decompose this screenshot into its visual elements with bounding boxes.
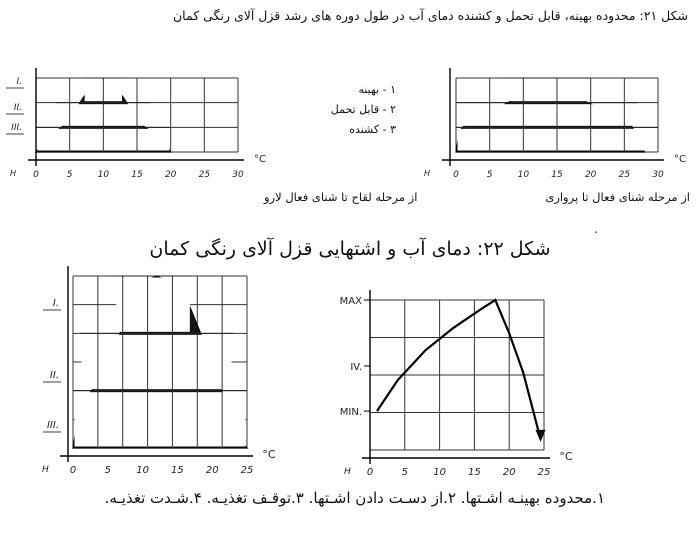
- y-tick-label: II.: [13, 103, 22, 113]
- chart-fig22-left: [0, 262, 300, 492]
- y-tick-label: III.: [11, 123, 22, 133]
- x-tick-label: 15: [131, 170, 143, 180]
- x-tick-label: 25: [618, 170, 631, 180]
- stray-mark: .: [594, 222, 598, 236]
- x-tick-label: 15: [468, 467, 481, 478]
- x-tick-label: 5: [486, 170, 493, 180]
- x-tick-label: 25: [537, 467, 551, 478]
- x-tick-label: 30: [652, 170, 664, 180]
- x-tick-label: 5: [66, 170, 73, 180]
- tolerable-band: [458, 104, 637, 126]
- x-unit-label: °C: [674, 154, 686, 165]
- caption-right-panel: از مرحله شنای فعال تا پرواری: [545, 190, 690, 204]
- y-tick-label: MAX: [339, 296, 362, 307]
- y-tick-label: I.: [52, 298, 59, 309]
- corner-label: H: [344, 467, 351, 477]
- x-tick-label: 15: [171, 465, 184, 476]
- y-tick-label: III.: [46, 420, 59, 431]
- x-tick-label: 10: [517, 170, 530, 180]
- legend-item-tolerable: ۲ - قابل تحمل: [330, 103, 396, 116]
- figure-22-title: شکل ۲۲: دمای آب و اشتهایی قزل آلای رنگی کمان: [149, 238, 551, 260]
- corner-label: H: [42, 465, 49, 475]
- optimum-band: [116, 278, 190, 332]
- corner-label: H: [424, 169, 431, 178]
- appetite-curve: [377, 300, 541, 439]
- legend: [312, 80, 396, 140]
- y-tick-label: MIN.: [339, 407, 362, 419]
- x-tick-label: 20: [502, 467, 516, 478]
- x-tick-label: 30: [232, 170, 244, 180]
- tolerable-band: [81, 335, 231, 389]
- corner-label: H: [10, 169, 17, 178]
- x-unit-label: °C: [559, 450, 573, 463]
- x-tick-label: 10: [97, 170, 110, 180]
- chart-fig22-right: [300, 262, 600, 492]
- x-tick-label: 10: [136, 465, 149, 476]
- x-tick-label: 20: [164, 170, 177, 180]
- figure-22-footnote: ۱.محدوده بهینـه اشـتها. ۲.از دسـت دادن اشـتها. ۳.توقـف تغذیـه. ۴.شـدت تغذیـه.: [104, 489, 605, 507]
- x-tick-label: 20: [584, 170, 597, 180]
- y-tick-label: IV.: [350, 362, 362, 373]
- caption-left-panel: از مرحله لقاح تا شنای فعال لارو: [264, 190, 418, 204]
- x-unit-label: °C: [262, 448, 276, 461]
- x-tick-label: 10: [433, 467, 446, 478]
- y-tick-label: I.: [16, 77, 22, 87]
- x-tick-label: 0: [69, 465, 77, 476]
- y-tick-label: II.: [49, 370, 59, 381]
- x-unit-label: °C: [254, 154, 266, 165]
- lethal-band: [75, 392, 246, 446]
- legend-item-optimum: ۱ - بهینه: [358, 83, 396, 96]
- x-tick-label: 5: [401, 467, 408, 478]
- chart-fig21-left: [0, 50, 266, 230]
- x-tick-label: 25: [240, 465, 254, 476]
- x-tick-label: 15: [551, 170, 563, 180]
- x-tick-label: 0: [366, 467, 374, 478]
- x-tick-label: 0: [453, 170, 459, 180]
- chart-fig21-right: [420, 50, 690, 230]
- x-tick-label: 5: [104, 465, 111, 476]
- figure-21-title: شکل ۲۱: محدوده بهینه، قابل تحمل و کشنده دمای آب در طول دوره های رشد قزل آلای رنگی کمان: [173, 8, 688, 23]
- legend-item-lethal: ۳ - کشنده: [349, 123, 396, 136]
- optimum-band: [505, 80, 590, 102]
- x-tick-label: 0: [33, 170, 39, 180]
- x-tick-label: 25: [198, 170, 211, 180]
- x-tick-label: 20: [205, 465, 219, 476]
